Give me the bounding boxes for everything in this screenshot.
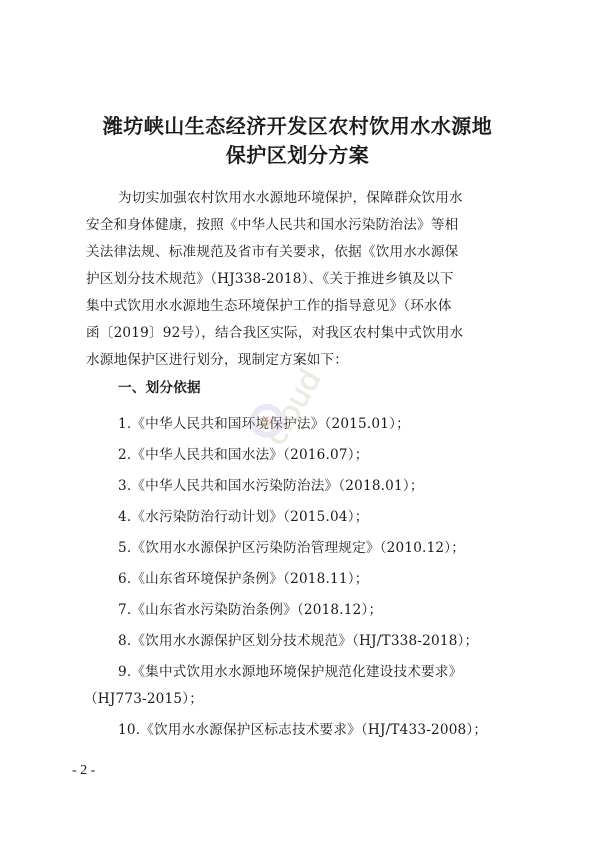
intro-line-7: 水源地保护区进行划分，现制定方案如下： [86, 352, 349, 368]
basis-item-6: 6.《山东省环境保护条例》（2018.11）； [118, 571, 369, 587]
intro-line-2: 安全和身体健康，按照《中华人民共和国水污染防治法》等相 [86, 217, 459, 233]
basis-item-9: 9.《集中式饮用水水源地环境保护规范化建设技术要求》 [118, 664, 463, 680]
basis-item-9-cont: （HJ773-2015）； [84, 691, 204, 707]
basis-item-8: 8.《饮用水水源保护区划分技术规范》（HJ/T338-2018）； [118, 633, 479, 649]
basis-item-3: 3.《中华人民共和国水污染防治法》（2018.01）； [118, 478, 424, 494]
basis-item-5: 5.《饮用水水源保护区污染防治管理规定》（2010.12）； [118, 540, 466, 556]
intro-line-5: 集中式饮用水水源地生态环境保护工作的指导意见》（环水体 [86, 298, 452, 314]
basis-item-10: 10.《饮用水水源保护区标志技术要求》（HJ/T433-2008）； [118, 722, 488, 738]
intro-line-3: 关法律法规、标准规范及省市有关要求，依据《饮用水水源保 [86, 244, 459, 260]
basis-item-4: 4.《水污染防治行动计划》（2015.04）； [118, 509, 369, 525]
watermark-text: cloud [257, 363, 329, 452]
basis-item-2: 2.《中华人民共和国水法》（2016.07）； [118, 447, 369, 463]
basis-item-7: 7.《山东省水污染防治条例》（2018.12）； [118, 602, 383, 618]
document-title-line1: 潍坊峡山生态经济开发区农村饮用水水源地 [102, 114, 493, 138]
page-number: - 2 - [72, 763, 96, 778]
section-heading-basis: 一、划分依据 [118, 380, 201, 396]
intro-line-4: 护区划分技术规范》（HJ338-2018）、《关于推进乡镇及以下 [86, 271, 454, 287]
intro-line-1: 为切实加强农村饮用水水源地环境保护，保障群众饮用水 [118, 190, 463, 206]
basis-item-1: 1.《中华人民共和国环境保护法》（2015.01）； [118, 416, 410, 432]
intro-line-6: 函〔2019〕92号），结合我区实际，对我区农村集中式饮用水 [86, 325, 464, 341]
document-title-line2: 保护区划分方案 [225, 143, 370, 167]
